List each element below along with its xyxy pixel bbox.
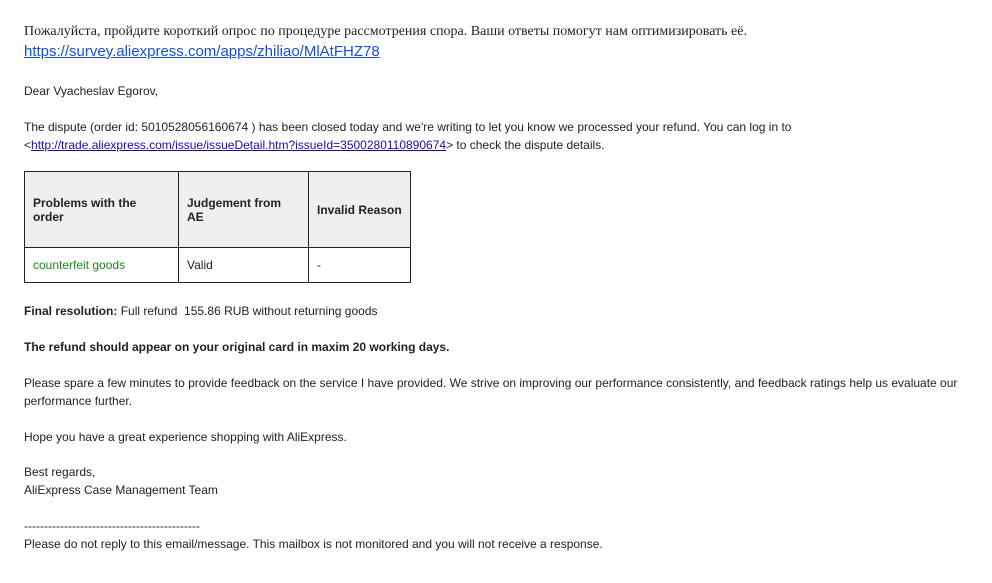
table-header-row	[25, 172, 411, 248]
noreply-notice: Please do not reply to this email/message. This mailbox is not monitored and you will not receive a response.	[24, 537, 603, 551]
cell-invalid-reason: -	[309, 248, 411, 283]
regards: Best regards,	[24, 465, 96, 479]
signature	[24, 463, 974, 499]
header-judgement: Judgement from AE	[179, 172, 309, 248]
header-problems: Problems with the order	[25, 172, 179, 248]
final-resolution	[24, 302, 974, 320]
dispute-text-suffix: > to check the dispute details.	[446, 138, 605, 152]
cell-problem: counterfeit goods	[25, 248, 179, 283]
dispute-table	[24, 171, 411, 283]
hope-paragraph: Hope you have a great experience shopping with AliExpress.	[24, 430, 347, 444]
dispute-paragraph	[24, 118, 974, 154]
dispute-details-link[interactable]: http://trade.aliexpress.com/issue/issueDetail.htm?issueId=3500280110890674	[31, 138, 447, 152]
dispute-link-open: <	[24, 138, 32, 152]
final-resolution-value: Full refund 155.86 RUB without returning goods	[120, 304, 378, 318]
survey-link[interactable]: https://survey.aliexpress.com/apps/zhiliao/MlAtFHZ78	[24, 43, 380, 60]
final-resolution-label: Final resolution:	[24, 304, 118, 318]
greeting: Dear Vyacheslav Egorov,	[24, 84, 159, 98]
header-invalid-reason: Invalid Reason	[309, 172, 411, 248]
refund-note	[24, 338, 974, 356]
survey-request	[24, 22, 964, 63]
cell-judgement: Valid	[179, 248, 309, 283]
refund-note-text: The refund should appear on your original card in maxim 20 working days.	[24, 340, 450, 354]
feedback-paragraph: Please spare a few minutes to provide feedback on the service I have provided. We strive on improving our performance consistently, and feedback ratings help us evaluate our performance further.	[24, 376, 958, 408]
survey-text: Пожалуйста, пройдите короткий опрос по процедуре рассмотрения спора. Ваши ответы помогут нам оптимизировать её.	[24, 24, 747, 39]
separator: --------------------------------------------	[24, 519, 200, 533]
dispute-text: The dispute (order id: 5010528056160674 ) has been closed today and we're writing to let you know we processed your refund. You can log in to	[24, 120, 792, 134]
team-name: AliExpress Case Management Team	[24, 483, 218, 497]
table-row	[25, 248, 411, 283]
